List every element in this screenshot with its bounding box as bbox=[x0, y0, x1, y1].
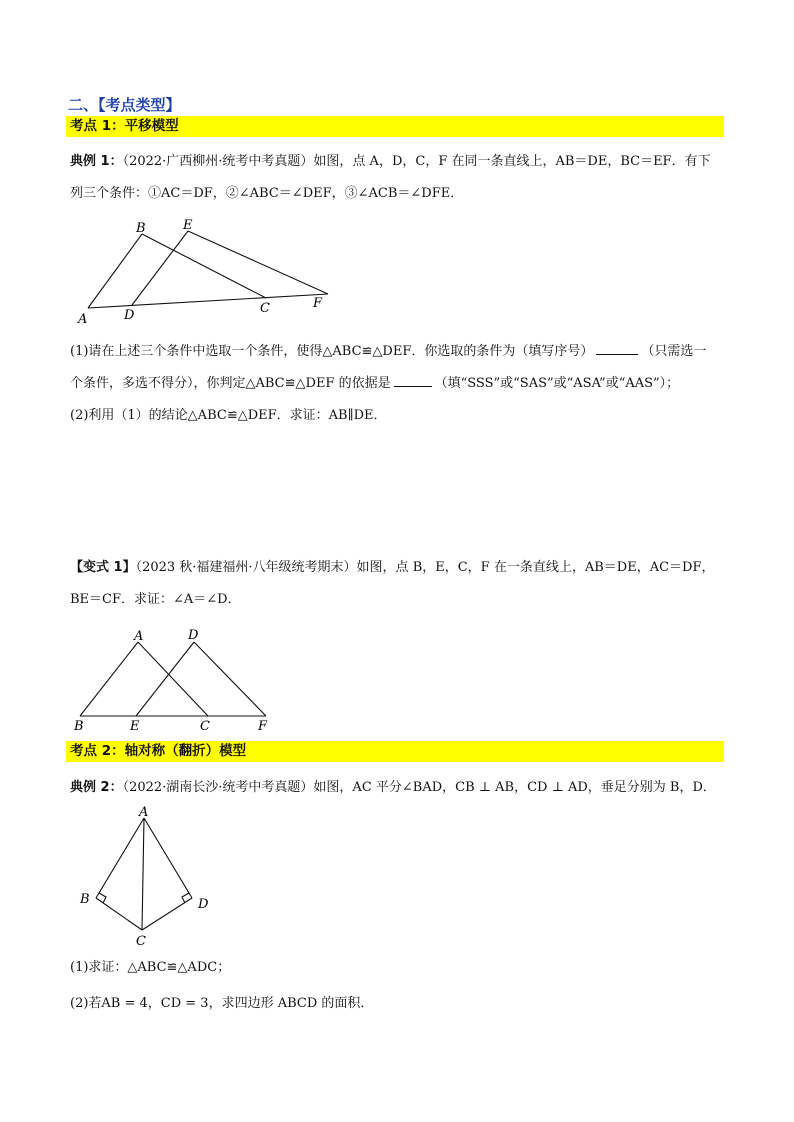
fig1-seg-af bbox=[88, 294, 328, 308]
q1-line2 bbox=[70, 374, 679, 394]
fig2-seg-ba bbox=[80, 642, 138, 716]
fig1-seg-ab bbox=[88, 234, 142, 308]
var1-label: 【变式 1】 bbox=[70, 560, 136, 575]
q2-line: (2)利用（1）的结论△ABC≌△DEF．求证：AB∥DE． bbox=[70, 408, 387, 423]
fig2-seg-ac bbox=[138, 642, 208, 716]
q1-line1-a: (1)请在上述三个条件中选取一个条件，使得△ABC≌△DEF．你选取的条件为（填写序号） bbox=[70, 344, 594, 359]
fig2-label-a: A bbox=[134, 629, 144, 644]
fig1-label-d: D bbox=[124, 308, 135, 323]
fig2-label-f: F bbox=[258, 719, 268, 732]
fig3-right-angle-b bbox=[99, 893, 106, 903]
fig3-label-c: C bbox=[136, 934, 146, 949]
fig3-label-b: B bbox=[80, 892, 90, 907]
ex1-line1 bbox=[70, 152, 711, 172]
kp2-bar: 考点 2：轴对称（翻折）模型 bbox=[66, 741, 724, 762]
fig2-seg-ed bbox=[136, 642, 194, 716]
ex1-line2: 列三个条件：①AC＝DF，②∠ABC＝∠DEF，③∠ACB＝∠DFE． bbox=[70, 186, 464, 201]
var1-line1 bbox=[70, 558, 714, 578]
ex2-text-1: （2022·湖南长沙·统考中考真题）如图，AC 平分∠BAD，CB ⊥ AB，CD ⊥ AD，垂足分别为 B，D． bbox=[122, 780, 716, 795]
figure-2 bbox=[70, 624, 280, 732]
answer-blank-2[interactable] bbox=[394, 374, 432, 387]
ex2-q1-line: (1)求证：△ABC≌△ADC； bbox=[70, 960, 231, 975]
fig3-right-angle-d bbox=[182, 893, 189, 903]
fig1-label-e: E bbox=[183, 218, 193, 233]
fig3-label-a: A bbox=[139, 805, 149, 820]
fig1-seg-de bbox=[132, 231, 188, 305]
fig2-label-e: E bbox=[130, 719, 140, 732]
fig2-seg-df bbox=[194, 642, 266, 716]
ex1-label: 典例 1： bbox=[70, 154, 123, 169]
figure-3 bbox=[74, 802, 224, 952]
q1-line2-a: 个条件，多选不得分），你判定△ABC≌△DEF 的依据是 bbox=[70, 376, 391, 391]
ex2-q2-line: (2)若AB = 4，CD = 3，求四边形 ABCD 的面积． bbox=[70, 996, 374, 1011]
fig3-seg-ac bbox=[142, 818, 144, 930]
q1-line1-b: （只需选一 bbox=[641, 344, 707, 359]
fig2-label-c: C bbox=[200, 719, 210, 732]
section-title: 二、【考点类型】 bbox=[68, 96, 181, 114]
fig1-label-f: F bbox=[313, 296, 323, 311]
kp1-bar: 考点 1：平移模型 bbox=[66, 116, 724, 137]
fig1-seg-bc bbox=[142, 234, 266, 298]
fig2-label-b: B bbox=[74, 719, 84, 732]
fig1-seg-ef bbox=[188, 231, 328, 294]
fig2-label-d: D bbox=[188, 628, 199, 643]
var1-line2: BE＝CF．求证：∠A＝∠D． bbox=[70, 592, 241, 607]
fig3-seg-ab bbox=[96, 818, 144, 898]
var1-text-1: （2023 秋·福建福州·八年级统考期末）如图，点 B，E，C，F 在一条直线上，AB＝DE，AC＝DF， bbox=[135, 560, 715, 575]
fig3-seg-ad bbox=[144, 818, 192, 898]
fig1-label-c: C bbox=[260, 301, 270, 316]
fig1-label-b: B bbox=[136, 221, 146, 236]
ex2-label: 典例 2： bbox=[70, 780, 123, 795]
ex1-text-1: （2022·广西柳州·统考中考真题）如图，点 A，D，C，F 在同一条直线上，AB＝DE，BC＝EF．有下 bbox=[122, 154, 711, 169]
figure-1 bbox=[70, 216, 340, 328]
q1-line2-b: （填“SSS”或“SAS”或“ASA”或“AAS”）； bbox=[434, 376, 680, 391]
fig1-label-a: A bbox=[78, 312, 88, 327]
fig3-label-d: D bbox=[198, 897, 209, 912]
q1-line1 bbox=[70, 342, 706, 362]
ex2-line1 bbox=[70, 778, 716, 798]
answer-blank-1[interactable] bbox=[596, 342, 638, 355]
